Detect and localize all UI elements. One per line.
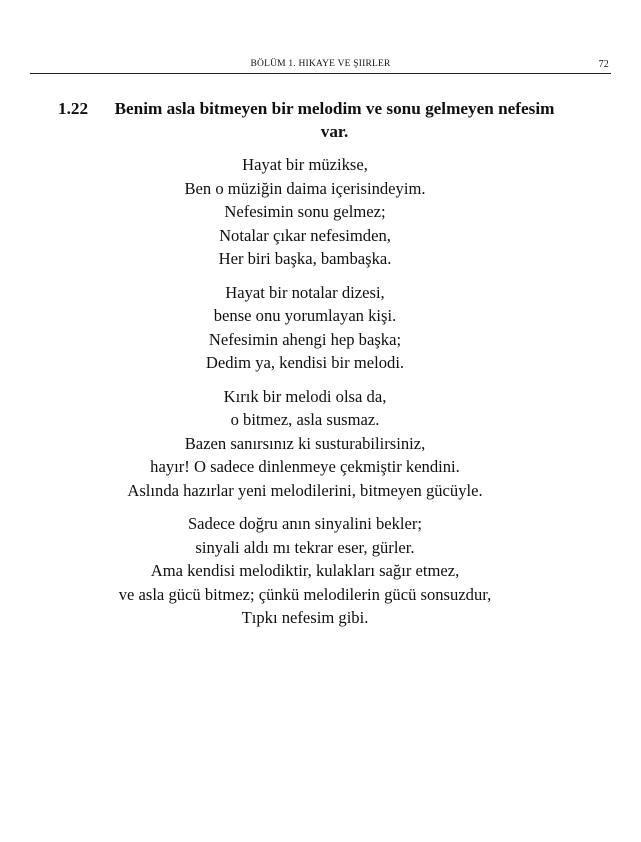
poem-line: Dedim ya, kendisi bir melodi. [205, 353, 405, 372]
section-number: 1.22 [58, 99, 89, 118]
poem-line: hayır! O sadece dinlenmeye çekmiştir kendini. [150, 457, 460, 476]
stanza-3 [40, 385, 570, 503]
poem-line: Nefesimin sonu gelmez; [224, 202, 386, 221]
poem-line: Tıpkı nefesim gibi. [241, 608, 369, 627]
poem-line: Bazen sanırsınız ki susturabilirsiniz, [184, 433, 426, 453]
stanza-2 [40, 281, 570, 375]
poem-line: bense onu yorumlayan kişi. [213, 306, 397, 325]
section-title: Benim asla bitmeyen bir melodim ve sonu gelmeyen nefesim var. [114, 99, 555, 141]
stanza-1 [40, 153, 570, 271]
poem-line: Ama kendisi melodiktir, kulakları sağır etmez, [150, 561, 460, 580]
poem [40, 153, 570, 640]
poem-line: Kırık bir melodi olsa da, [223, 386, 387, 406]
poem-line: Hayat bir notalar dizesi, [225, 282, 385, 302]
stanza-4 [40, 512, 570, 630]
poem-line: o bitmez, asla susmaz. [230, 410, 380, 429]
poem-line: Notalar çıkar nefesimden, [219, 225, 391, 245]
poem-line: Hayat bir müzikse, [242, 155, 368, 174]
poem-line: Sadece doğru anın sinyalini bekler; [187, 514, 423, 533]
header-rule [30, 73, 611, 74]
poem-line: Her biri başka, bambaşka. [218, 249, 392, 268]
running-header [30, 59, 611, 73]
chapter-title: BÖLÜM 1. HIKAYE VE ŞIIRLER [250, 59, 391, 69]
poem-line: Aslında hazırlar yeni melodilerini, bitmeyen gücüyle. [127, 480, 483, 500]
poem-line: sinyali aldı mı tekrar eser, gürler. [195, 537, 415, 557]
page-number: 72 [598, 59, 609, 70]
poem-line: ve asla gücü bitmez; çünkü melodilerin gücü sonsuzdur, [118, 584, 492, 604]
poem-line: Ben o müziğin daima içerisindeyim. [184, 178, 426, 198]
poem-line: Nefesimin ahengi hep başka; [208, 329, 402, 349]
section-heading [58, 97, 558, 143]
